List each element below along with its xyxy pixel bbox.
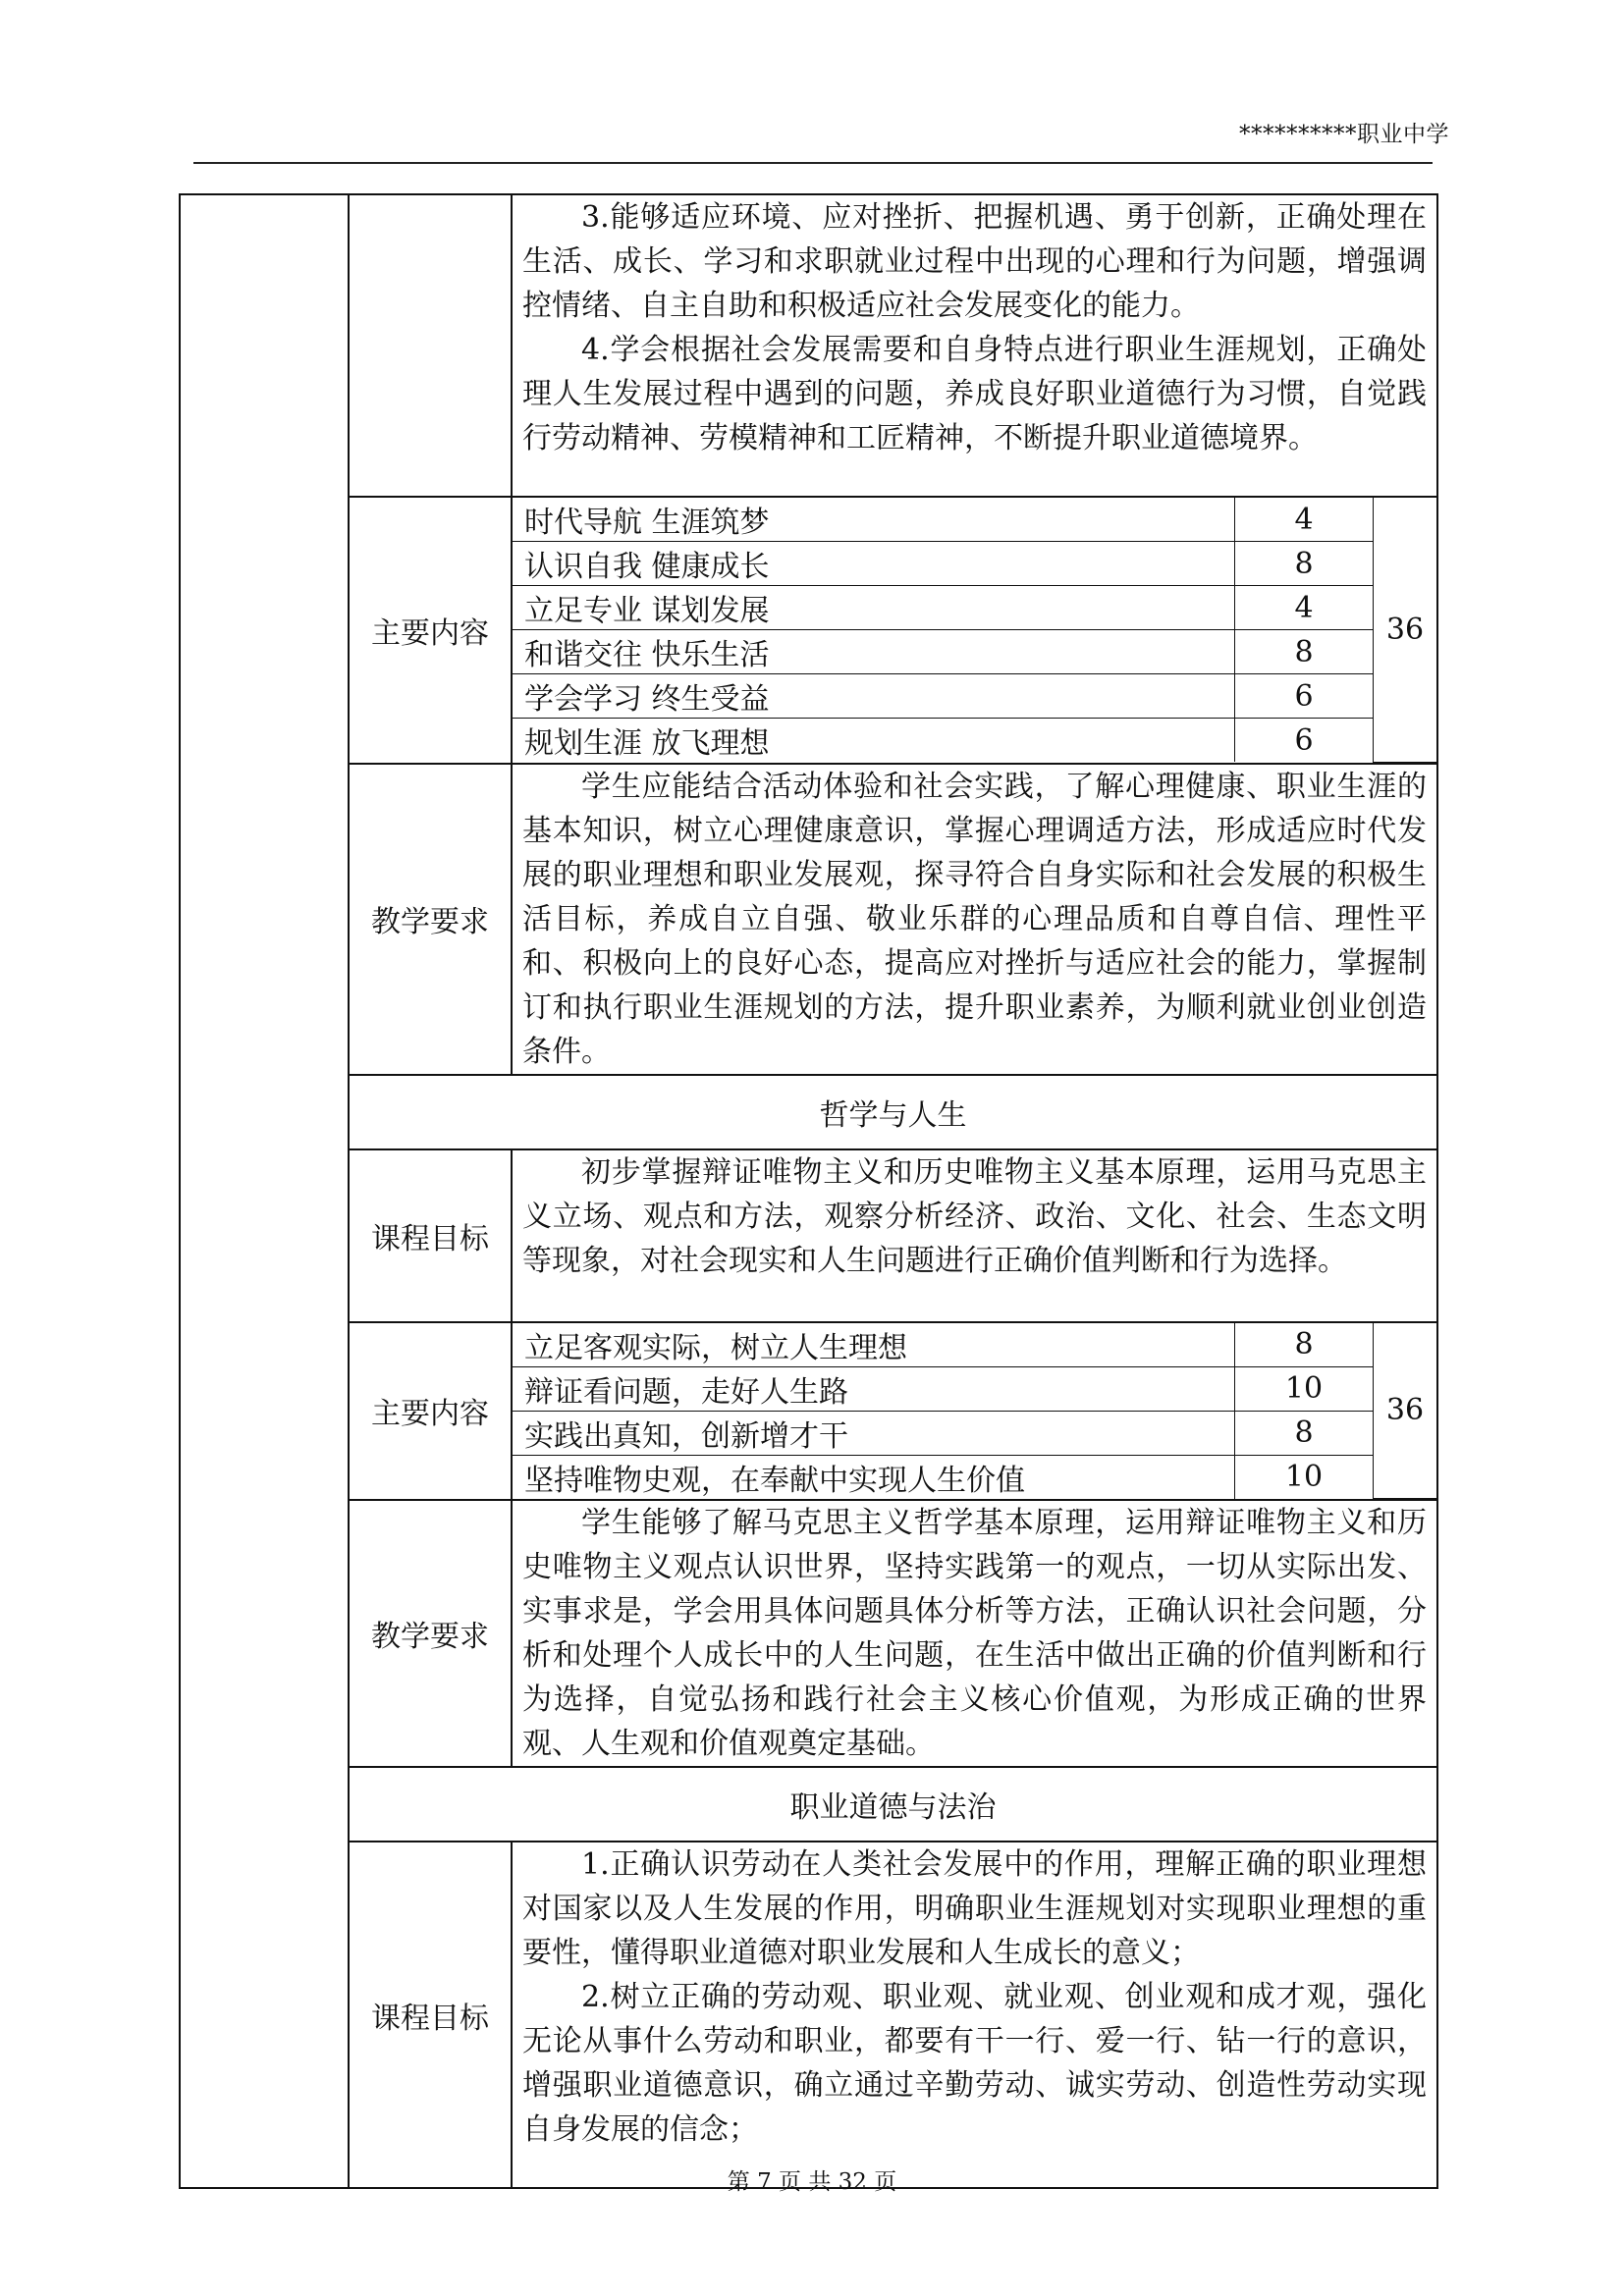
- course3-title-row: [180, 1767, 1437, 1842]
- course2-req-text: [512, 1500, 1437, 1767]
- content-hours: 8: [1235, 1323, 1374, 1367]
- course1-goal-label-cell: [349, 194, 512, 497]
- content-item-row: [513, 1323, 1436, 1367]
- course1-content-row: [180, 497, 1437, 764]
- category-cell: [180, 194, 349, 2188]
- content-item-row: [513, 586, 1436, 630]
- header-rule: [193, 162, 1433, 164]
- content-total-hours: 36: [1374, 1323, 1437, 1499]
- content-hours: 10: [1235, 1366, 1374, 1411]
- course2-content-row: [180, 1322, 1437, 1501]
- course2-goal-label: 课程目标: [349, 1149, 512, 1322]
- course3-goal-item: 1.正确认识劳动在人类社会发展中的作用，理解正确的职业理想对国家以及人生发展的作用，明确职业生涯规划对实现职业理想的重要性，懂得职业道德对职业发展和人生成长的意义；: [522, 1847, 1427, 1970]
- course2-content-label: 主要内容: [349, 1322, 512, 1501]
- content-hours: 8: [1235, 630, 1374, 674]
- course1-content-cell: [512, 497, 1437, 764]
- course1-req-label: 教学要求: [349, 764, 512, 1075]
- course1-req-row: [180, 764, 1437, 1075]
- course3-title: 职业道德与法治: [349, 1767, 1437, 1842]
- content-hours: 8: [1235, 542, 1374, 586]
- course2-goal-row: [180, 1149, 1437, 1322]
- curriculum-table: [179, 193, 1438, 2189]
- content-hours: 4: [1235, 498, 1374, 542]
- content-item-row: [513, 1455, 1436, 1499]
- page-footer: 第 7 页 共 32 页: [727, 2169, 897, 2195]
- content-hours: 6: [1235, 719, 1374, 763]
- content-item-row: [513, 674, 1436, 719]
- content-item-row: [513, 542, 1436, 586]
- course2-title-row: [180, 1075, 1437, 1149]
- course2-req-label: 教学要求: [349, 1500, 512, 1767]
- content-topic: 立足专业 谋划发展: [513, 586, 1235, 630]
- content-item-row: [513, 1411, 1436, 1455]
- content-topic: 立足客观实际，树立人生理想: [513, 1323, 1235, 1367]
- content-hours: 8: [1235, 1411, 1374, 1455]
- course1-goal-text: [512, 194, 1437, 497]
- course2-req-paragraph: 学生能够了解马克思主义哲学基本原理，运用辩证唯物主义和历史唯物主义观点认识世界，坚持实践第一的观点，一切从实际出发、实事求是，学会用具体问题具体分析等方法，正确认识社会问题，分析和处理个人成长中的人生问题，在生活中做出正确的价值判断和行为选择，自觉弘扬和践行社会主义核心价值观，为形成正确的世界观、人生观和价值观奠定基础。: [522, 1506, 1427, 1761]
- course2-goal-text: [512, 1149, 1437, 1322]
- course3-goal-item: 2.树立正确的劳动观、职业观、就业观、创业观和成才观，强化无论从事什么劳动和职业，都要有干一行、爱一行、钻一行的意识，增强职业道德意识，确立通过辛勤劳动、诚实劳动、创造性劳动实现自身发展的信念；: [522, 1980, 1427, 2147]
- course3-goal-text: [512, 1842, 1437, 2188]
- content-topic: 坚持唯物史观，在奉献中实现人生价值: [513, 1455, 1235, 1499]
- header-school-name: **********职业中学: [1239, 122, 1449, 147]
- content-topic: 学会学习 终生受益: [513, 674, 1235, 719]
- content-item-row: [513, 719, 1436, 763]
- course2-content-table: [513, 1323, 1436, 1500]
- course2-content-cell: [512, 1322, 1437, 1501]
- content-hours: 4: [1235, 586, 1374, 630]
- course1-content-label: 主要内容: [349, 497, 512, 764]
- course1-req-paragraph: 学生应能结合活动体验和社会实践，了解心理健康、职业生涯的基本知识，树立心理健康意识，掌握心理调适方法，形成适应时代发展的职业理想和职业发展观，探寻符合自身实际和社会发展的积极生活目标，养成自立自强、敬业乐群的心理品质和自尊自信、理性平和、积极向上的良好心态，提高应对挫折与适应社会的能力，掌握制订和执行职业生涯规划的方法，提升职业素养，为顺利就业创业创造条件。: [522, 769, 1427, 1069]
- content-hours: 6: [1235, 674, 1374, 719]
- course3-goal-row: [180, 1842, 1437, 2188]
- content-item-row: [513, 498, 1436, 542]
- content-topic: 规划生涯 放飞理想: [513, 719, 1235, 763]
- course3-goal-label: 课程目标: [349, 1842, 512, 2188]
- course2-title: 哲学与人生: [349, 1075, 1437, 1149]
- content-item-row: [513, 630, 1436, 674]
- content-topic: 辩证看问题，走好人生路: [513, 1366, 1235, 1411]
- content-topic: 时代导航 生涯筑梦: [513, 498, 1235, 542]
- content-hours: 10: [1235, 1455, 1374, 1499]
- course1-req-text: [512, 764, 1437, 1075]
- content-item-row: [513, 1366, 1436, 1411]
- course1-goal-item: 4.学会根据社会发展需要和自身特点进行职业生涯规划，正确处理人生发展过程中遇到的问题，养成良好职业道德行为习惯，自觉践行劳动精神、劳模精神和工匠精神，不断提升职业道德境界。: [522, 333, 1427, 455]
- content-topic: 实践出真知，创新增才干: [513, 1411, 1235, 1455]
- content-total-hours: 36: [1374, 498, 1437, 762]
- content-topic: 认识自我 健康成长: [513, 542, 1235, 586]
- content-topic: 和谐交往 快乐生活: [513, 630, 1235, 674]
- course1-goal-item: 3.能够适应环境、应对挫折、把握机遇、勇于创新，正确处理在生活、成长、学习和求职就业过程中出现的心理和行为问题，增强调控情绪、自主自助和积极适应社会发展变化的能力。: [522, 200, 1427, 323]
- course1-goal-row: [180, 194, 1437, 497]
- course1-content-table: [513, 498, 1436, 763]
- course2-goal-paragraph: 初步掌握辩证唯物主义和历史唯物主义基本原理，运用马克思主义立场、观点和方法，观察分析经济、政治、文化、社会、生态文明等现象，对社会现实和人生问题进行正确价值判断和行为选择。: [522, 1154, 1427, 1278]
- course2-req-row: [180, 1500, 1437, 1767]
